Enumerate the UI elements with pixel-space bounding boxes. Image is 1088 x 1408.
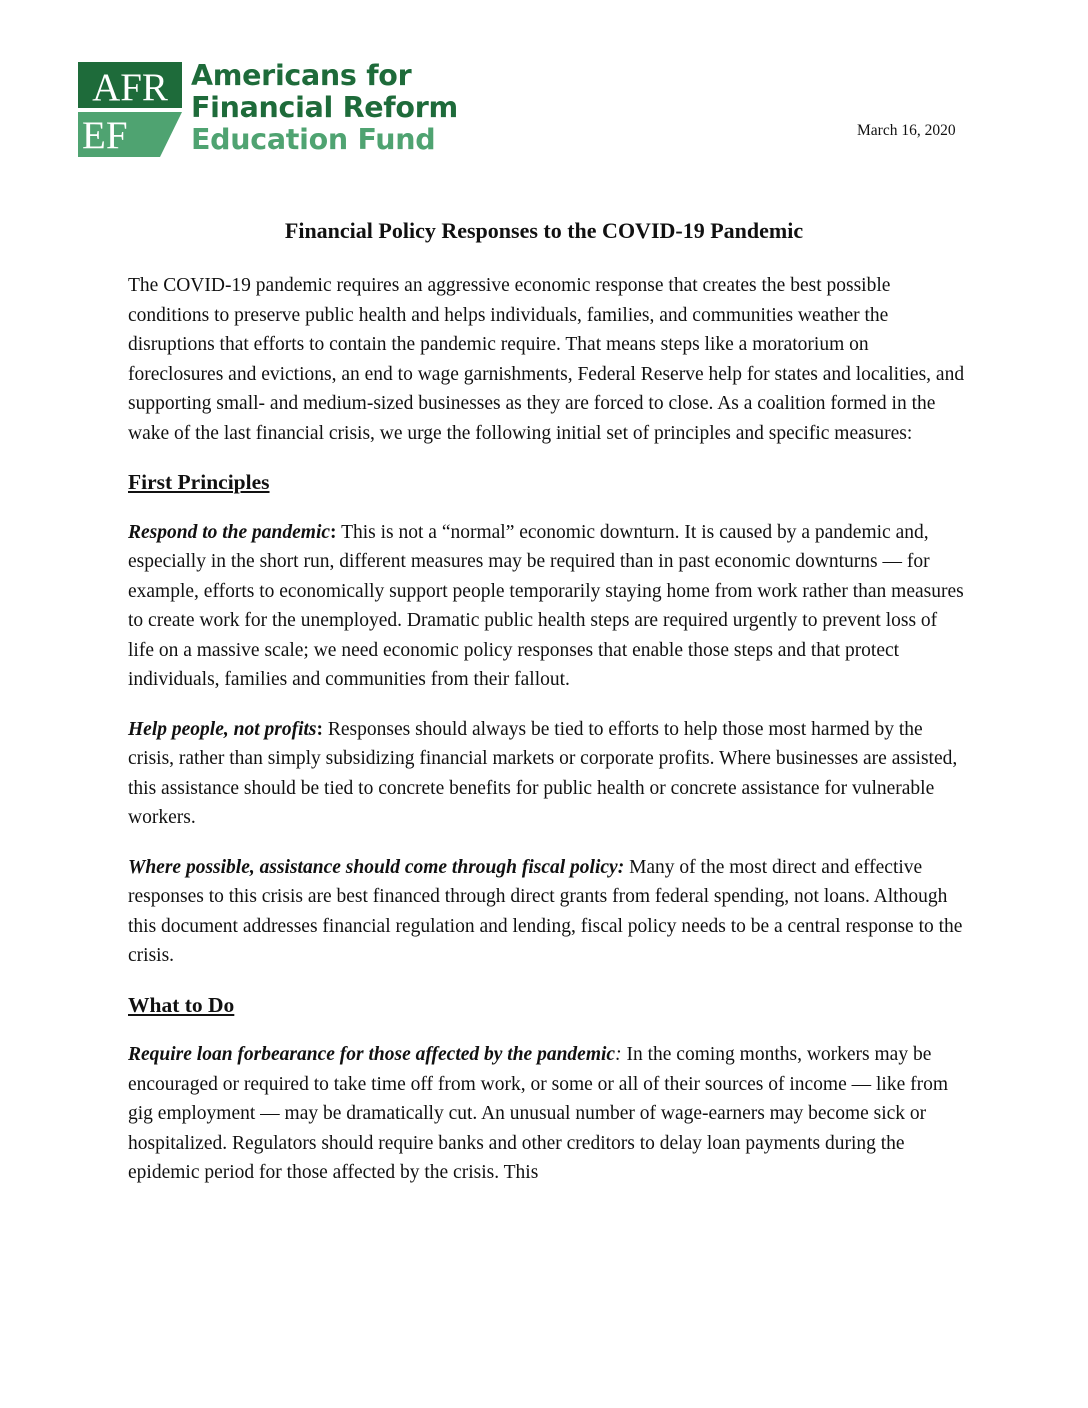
logo-line-2: Financial Reform bbox=[191, 91, 458, 124]
afr-ef-logo-mark bbox=[78, 62, 182, 157]
measure-sep: : bbox=[615, 1044, 622, 1065]
principle-help-people bbox=[128, 715, 968, 833]
section-heading-first-principles: First Principles bbox=[128, 470, 270, 494]
principle-sep: : bbox=[316, 718, 323, 740]
measure-lead: Require loan forbearance for those affected by the pandemic bbox=[128, 1044, 616, 1065]
afr-ef-logo bbox=[78, 59, 478, 158]
intro-paragraph: The COVID-19 pandemic requires an aggressive economic response that creates the best possible conditions to preserve public health and helps individuals, families, and communities weather the disruptions that efforts to contain the pandemic require. That means steps like a moratorium on foreclosures and evictions, an end to wage garnishments, Federal Reserve help for states and localities, and supporting small- and medium-sized businesses as they are forced to close. As a coalition formed in the wake of the last financial crisis, we urge the following initial set of principles and specific measures: bbox=[128, 275, 965, 444]
logo-line-1: Americans for bbox=[191, 59, 412, 92]
document-date: March 16, 2020 bbox=[857, 122, 956, 139]
principle-fiscal-policy bbox=[128, 853, 968, 971]
logo-mark-top-text: AFR bbox=[92, 66, 168, 109]
logo-mark-bottom-text: EF bbox=[82, 114, 128, 157]
principle-lead: Help people, not profits bbox=[128, 718, 317, 740]
principle-respond-to-pandemic bbox=[128, 518, 968, 695]
measure-loan-forbearance bbox=[128, 1040, 968, 1188]
logo-line-3: Education Fund bbox=[191, 123, 436, 156]
principle-text: Many of the most direct and effective responses to this crisis are best financed through direct grants from federal spending, not loans. Although this document addresses financial regulation and lending, fiscal policy needs to be a central response to the crisis. bbox=[128, 856, 963, 966]
principle-lead: Where possible, assistance should come through fiscal policy: bbox=[128, 856, 625, 878]
document-title: Financial Policy Responses to the COVID-19 Pandemic bbox=[284, 218, 804, 243]
principle-text: Responses should always be tied to efforts to help those most harmed by the crisis, rather than simply subsidizing financial markets or corporate profits. Where businesses are assisted, this assistance should be tied to concrete benefits for public health or concrete assistance for vulnerable workers. bbox=[128, 718, 958, 828]
section-heading-what-to-do: What to Do bbox=[128, 992, 235, 1017]
principle-text: This is not a “normal” economic downturn. It is caused by a pandemic and, especially in the short run, different measures may be required than in past economic downturns — for example, efforts to economically support people temporarily staying home from work rather than measures to create work for the unemployed. Dramatic public health steps are required urgently to prevent loss of life on a massive scale; we need economic policy responses that enable those steps and that protect individuals, families and communities from their fallout. bbox=[128, 521, 964, 690]
measure-text: In the coming months, workers may be encouraged or required to take time off from work, or some or all of their sources of income — like from gig employment — may be dramatically cut. An unusual number of wage-earners may become sick or hospitalized. Regulators should require banks and other creditors to delay loan payments during the epidemic period for those affected by the crisis. This bbox=[128, 1044, 948, 1183]
logo-wordmark bbox=[191, 60, 458, 156]
document-body bbox=[128, 271, 968, 1208]
principle-lead: Respond to the pandemic bbox=[128, 521, 331, 543]
principle-sep: : bbox=[330, 521, 337, 543]
